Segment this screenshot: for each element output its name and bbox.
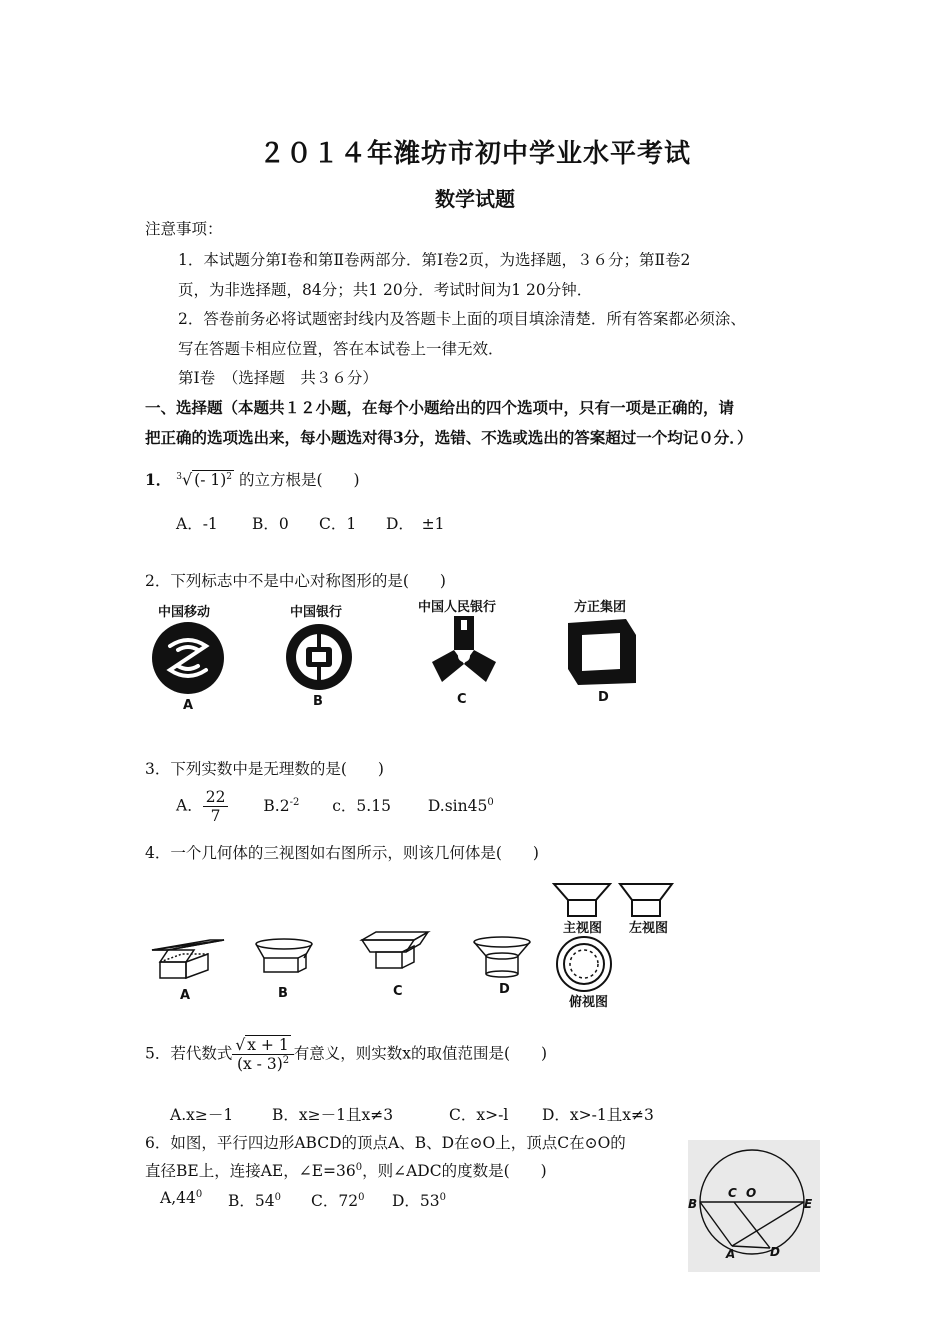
q5-radicand: x + 1 bbox=[247, 1036, 289, 1054]
logo-d-caption: 方正集团 bbox=[574, 600, 627, 615]
q6-option-b-label: B．54 bbox=[228, 1192, 275, 1210]
q3-option-b bbox=[263, 797, 299, 815]
label-e: E bbox=[804, 1197, 813, 1211]
q5-fraction-den bbox=[232, 1055, 293, 1073]
solid-b-icon bbox=[252, 936, 316, 984]
question-1 bbox=[145, 468, 360, 490]
top-view-icon bbox=[554, 934, 614, 994]
founder-group-logo-icon bbox=[564, 617, 640, 687]
q5-fraction-num: √ x + 1 bbox=[232, 1036, 293, 1055]
question-5 bbox=[145, 1036, 547, 1073]
q5-option-d: D．x>-1且x≠3 bbox=[542, 1106, 654, 1124]
q1-stem: 的立方根是( ) bbox=[238, 471, 360, 489]
question-6-line2 bbox=[145, 1159, 547, 1181]
q5-den-text: (x - 3) bbox=[236, 1055, 283, 1074]
circle-parallelogram-figure bbox=[688, 1140, 820, 1272]
label-o: O bbox=[746, 1186, 757, 1200]
notice-item1-line2: 页，为非选择题，84分；共1 20分．考试时间为1 20分钟． bbox=[178, 281, 593, 299]
q6-option-b bbox=[228, 1189, 281, 1211]
logo-c-letter: C bbox=[457, 692, 467, 707]
q5-option-c: C．x>-l bbox=[449, 1106, 509, 1124]
section-line2: 把正确的选项选出来，每小题选对得3分，选错、不选或选出的答案超过一个均记０分．） bbox=[145, 428, 753, 447]
page-title: ２０１４年潍坊市初中学业水平考试 bbox=[258, 139, 691, 169]
china-mobile-logo-icon bbox=[150, 620, 226, 696]
q6-option-c-label: C．72 bbox=[311, 1192, 359, 1210]
notice-item2-line2: 写在答题卡相应位置，答在本试卷上一律无效． bbox=[178, 340, 504, 358]
left-view-label: 左视图 bbox=[629, 921, 669, 936]
q6-option-a-label: A,44 bbox=[160, 1189, 196, 1208]
q1-option-b: B．0 bbox=[252, 515, 289, 533]
top-view-label: 俯视图 bbox=[569, 995, 609, 1010]
q3-option-d bbox=[428, 797, 494, 815]
solid-a-icon bbox=[148, 936, 228, 990]
section-line1: 一、选择题（本题共１２小题，在每个小题给出的四个选项中，只有一项是正确的，请 bbox=[145, 398, 735, 417]
q6-option-a bbox=[160, 1189, 202, 1207]
radical-sign: √ bbox=[181, 470, 193, 489]
q6-option-c bbox=[311, 1189, 364, 1211]
question-3: 3．下列实数中是无理数的是( ) bbox=[145, 760, 384, 778]
peoples-bank-logo-icon bbox=[424, 614, 504, 688]
front-view-label: 主视图 bbox=[563, 921, 603, 936]
volume-heading: 第Ⅰ卷 （选择题 共３６分） bbox=[178, 369, 378, 387]
q3-option-d-exp: 0 bbox=[487, 796, 494, 808]
q1-number: 1． bbox=[145, 470, 172, 489]
q1-option-a: A．-1 bbox=[176, 515, 218, 533]
q6-option-c-sup: 0 bbox=[358, 1191, 365, 1203]
logo-d-letter: D bbox=[598, 690, 609, 705]
q3-fraction-den: 7 bbox=[210, 807, 221, 825]
q5-option-b: B．x≥－1且x≠3 bbox=[272, 1106, 394, 1124]
label-a: A bbox=[726, 1247, 736, 1261]
label-b: B bbox=[688, 1197, 698, 1211]
q3-option-a-label: A． bbox=[176, 796, 203, 815]
q5-fraction bbox=[232, 1036, 293, 1073]
logo-b-caption: 中国银行 bbox=[290, 605, 343, 620]
logo-a-caption: 中国移动 bbox=[158, 605, 211, 620]
q5-option-a: A.x≥－1 bbox=[170, 1106, 234, 1124]
q6-line2-sup: 0 bbox=[355, 1161, 363, 1173]
q3-option-b-label: B.2 bbox=[263, 796, 290, 815]
q4-option-a: A bbox=[180, 988, 191, 1003]
q6-line2-a: 直径BE上，连接AE，∠E=36 bbox=[145, 1162, 356, 1180]
notice-heading: 注意事项： bbox=[145, 220, 223, 238]
q3-option-c: c．5.15 bbox=[332, 796, 391, 815]
bank-of-china-logo-icon bbox=[284, 622, 354, 692]
q5-den-exp: 2 bbox=[282, 1055, 290, 1066]
q5-tail: 有意义，则实数x的取值范围是( ) bbox=[293, 1044, 548, 1063]
q6-option-a-sup: 0 bbox=[195, 1189, 203, 1200]
q3-fraction-num: 22 bbox=[203, 788, 229, 807]
question-4: 4．一个几何体的三视图如右图所示，则该几何体是( ) bbox=[145, 844, 539, 862]
q1-root-index: 3 bbox=[176, 471, 182, 482]
solid-d-icon bbox=[470, 934, 534, 984]
logo-c-caption: 中国人民银行 bbox=[418, 600, 497, 615]
page-subtitle: 数学试题 bbox=[435, 187, 515, 211]
q6-option-d bbox=[392, 1189, 446, 1211]
q1-radicand bbox=[192, 470, 234, 489]
q4-option-b: B bbox=[278, 986, 288, 1001]
q1-radicand-text: (- 1) bbox=[194, 471, 227, 489]
left-view-icon bbox=[618, 882, 674, 918]
figure-background bbox=[688, 1140, 820, 1272]
q6-option-d-sup: 0 bbox=[439, 1191, 447, 1203]
label-d: D bbox=[770, 1245, 780, 1259]
q6-option-b-sup: 0 bbox=[274, 1191, 281, 1203]
notice-item2-line1: 2．答卷前务必将试题密封线内及答题卡上面的项目填涂清楚．所有答案都必须涂、 bbox=[178, 310, 746, 328]
label-c: C bbox=[728, 1186, 737, 1200]
q1-option-c: C．1 bbox=[319, 515, 357, 533]
q1-option-d: D． ±1 bbox=[386, 515, 445, 533]
q5-lead: 5．若代数式 bbox=[145, 1044, 233, 1063]
question-6-line1: 6．如图，平行四边形ABCD的顶点A、B、D在⊙O上，顶点C在⊙O的 bbox=[145, 1134, 626, 1152]
q3-fraction bbox=[203, 788, 229, 825]
q6-option-d-label: D．53 bbox=[392, 1192, 440, 1210]
notice-item1-line1: 1．本试题分第Ⅰ卷和第Ⅱ卷两部分．第Ⅰ卷2页，为选择题，３６分；第Ⅱ卷2 bbox=[178, 251, 691, 269]
q3-options bbox=[176, 788, 494, 825]
front-view-icon bbox=[552, 882, 612, 918]
logo-a-letter: A bbox=[183, 698, 194, 713]
q6-line2-b: ，则∠ADC的度数是( ) bbox=[362, 1162, 547, 1180]
solid-c-icon bbox=[356, 930, 432, 984]
q3-option-d-label: D.sin45 bbox=[427, 796, 488, 815]
q4-option-d: D bbox=[499, 982, 510, 997]
q4-option-c: C bbox=[393, 984, 403, 999]
q1-exponent: 2 bbox=[226, 471, 233, 482]
logo-b-letter: B bbox=[313, 694, 323, 709]
q3-option-b-exp: -2 bbox=[289, 796, 300, 808]
question-2: 2．下列标志中不是中心对称图形的是( ) bbox=[145, 572, 446, 590]
